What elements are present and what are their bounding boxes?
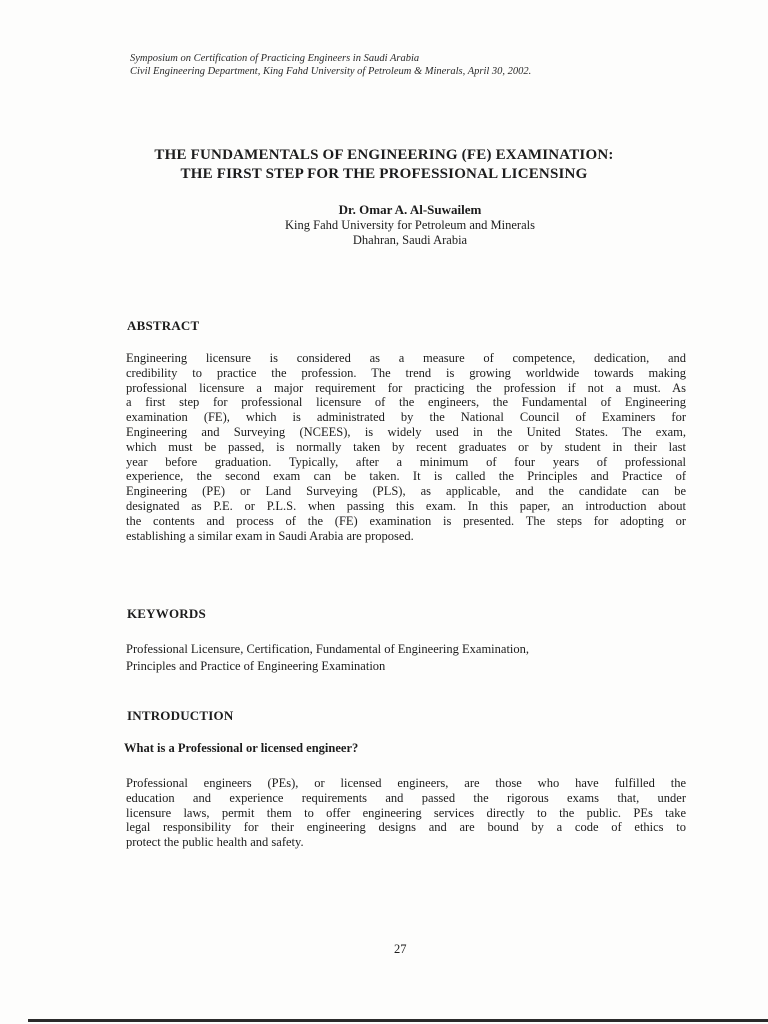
introduction-line: protect the public health and safety. [126, 835, 304, 850]
abstract-paragraph [126, 351, 686, 543]
introduction-heading: INTRODUCTION [127, 708, 234, 723]
introduction-line: education and experience requirements and passed the rigorous exams that, under [126, 790, 686, 805]
abstract-line: Engineering (PE) or Land Surveying (PLS), as applicable, and the candidate can be [126, 484, 686, 499]
author-block [200, 202, 620, 248]
abstract-line: designated as P.E. or P.L.S. when passing this exam. In this paper, an introduction about [126, 498, 686, 513]
keywords-line-1: Professional Licensure, Certification, Fundamental of Engineering Examination, [126, 642, 530, 656]
page-number: 27 [394, 942, 407, 956]
author-name: Dr. Omar A. Al-Suwailem [338, 202, 482, 217]
header-symposium: Symposium on Certification of Practicing Engineers in Saudi Arabia [130, 53, 420, 64]
keywords-heading: KEYWORDS [127, 606, 206, 621]
abstract-line: a first step for professional licensure of the engineers, the Fundamental of Engineering [126, 395, 686, 410]
header-department: Civil Engineering Department, King Fahd University of Petroleum & Minerals, April 30, 2002. [130, 66, 532, 77]
paper-title [90, 146, 678, 184]
running-header [130, 52, 650, 78]
abstract-line: establishing a similar exam in Saudi Arabia are proposed. [126, 528, 414, 543]
author-location: Dhahran, Saudi Arabia [352, 233, 468, 247]
scan-edge-rule [28, 1019, 768, 1022]
paper-title-line-1: THE FUNDAMENTALS OF ENGINEERING (FE) EXAMINATION: [154, 147, 614, 163]
abstract-line: Engineering licensure is considered as a measure of competence, dedication, and [126, 351, 686, 365]
author-affiliation: King Fahd University for Petroleum and Minerals [285, 218, 535, 232]
introduction-line: licensure laws, permit them to offer engineering services directly to the public. PEs take [126, 805, 686, 820]
introduction-line: legal responsibility for their engineering designs and are bound by a code of ethics to [126, 820, 686, 835]
abstract-line: Engineering and Surveying (NCEES), is widely used in the United States. The exam, [126, 424, 686, 439]
abstract-line: examination (FE), which is administrated by the National Council of Examiners for [126, 410, 686, 425]
abstract-line: which must be passed, is normally taken by recent graduates or by student in their last [126, 439, 686, 454]
introduction-subheading: What is a Professional or licensed engineer? [124, 741, 359, 755]
paper-title-line-2: THE FIRST STEP FOR THE PROFESSIONAL LICENSING [180, 166, 588, 182]
introduction-line: Professional engineers (PEs), or licensed engineers, are those who have fulfilled the [126, 776, 686, 790]
abstract-heading: ABSTRACT [127, 318, 200, 333]
abstract-line: credibility to practice the profession. The trend is growing worldwide towards making [126, 365, 686, 380]
keywords-line-2: Principles and Practice of Engineering Examination [126, 659, 386, 673]
abstract-line: the contents and process of the (FE) examination is presented. The steps for adopting or [126, 513, 686, 528]
abstract-line: professional licensure a major requirement for practicing the profession if not a must. As [126, 380, 686, 395]
keywords-list [126, 641, 686, 675]
abstract-line: experience, the second exam can be taken. It is called the Principles and Practice of [126, 469, 686, 484]
abstract-line: year before graduation. Typically, after a minimum of four years of professional [126, 454, 686, 469]
introduction-paragraph [126, 776, 686, 850]
